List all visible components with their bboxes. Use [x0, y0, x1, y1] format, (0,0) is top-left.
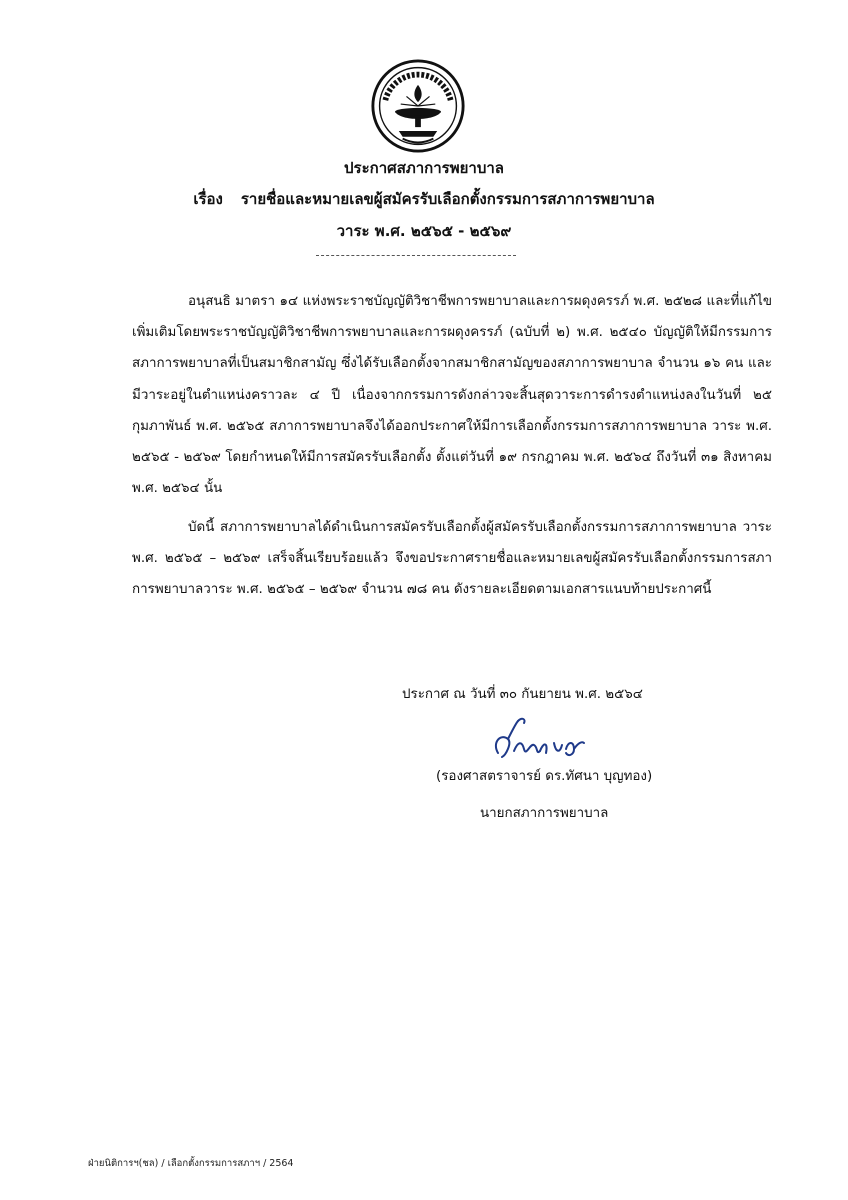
paragraph-2-text: บัดนี้ สภาการพยาบาลได้ดำเนินการสมัครรับเลือกตั้งผู้สมัครรับเลือกตั้งกรรมการสภาการพยาบาล วาระ พ.ศ. ๒๕๖๕ – ๒๕๖๙ เสร็จสิ้นเรียบร้อยแล้ว จึงขอประกาศรายชื่อและหมายเลขผู้สมัครรับเลือกตั้งกรรมการสภาการพยาบาลวาระ พ.ศ. ๒๕๖๕ – ๒๕๖๙ จำนวน ๗๘ คน ดังรายละเอียดตามเอกสารแนบท้ายประกาศนี้	[132, 520, 772, 598]
signer-name: (รองศาสตราจารย์ ดร.ทัศนา บุญทอง)	[436, 769, 653, 784]
body-paragraph-1	[132, 286, 772, 504]
announcement-title: ประกาศสภาการพยาบาล	[344, 159, 504, 177]
body-paragraph-2	[132, 512, 772, 606]
subject-text: รายชื่อและหมายเลขผู้สมัครรับเลือกตั้งกรรมการสภาการพยาบาล	[240, 190, 655, 208]
footer-reference: ฝ่ายนิติการฯ(ชล) / เลือกตั้งกรรมการสภาฯ / 2564	[88, 1158, 294, 1169]
subject-label: เรื่อง	[193, 190, 223, 208]
announcement-date: ประกาศ ณ วันที่ ๓๐ กันยายน พ.ศ. ๒๕๖๔	[402, 687, 643, 702]
paragraph-1-text: อนุสนธิ มาตรา ๑๔ แห่งพระราชบัญญัติวิชาชีพการพยาบาลและการผดุงครรภ์ พ.ศ. ๒๕๒๘ และที่แก้ไขเพิ่มเติมโดยพระราชบัญญัติวิชาชีพการพยาบาลและการผดุงครรภ์ (ฉบับที่ ๒) พ.ศ. ๒๕๔๐ บัญญัติให้มีกรรมการสภาการพยาบาลที่เป็นสมาชิกสามัญ ซึ่งได้รับเลือกตั้งจากสมาชิกสามัญของสภาการพยาบาล จำนวน ๑๖ คน และมีวาระอยู่ในตำแหน่งคราวละ ๔ ปี เนื่องจากกรรมการดังกล่าวจะสิ้นสุดวาระการดำรงตำแหน่งลงในวันที่ ๒๕ กุมภาพันธ์ พ.ศ. ๒๕๖๕ สภาการพยาบาลจึงได้ออกประกาศให้มีการเลือกตั้งกรรมการสภาการพยาบาล วาระ พ.ศ. ๒๕๖๕ - ๒๕๖๙ โดยกำหนดให้มีการสมัครรับเลือกตั้ง ตั้งแต่วันที่ ๑๙ กรกฎาคม พ.ศ. ๒๕๖๔ ถึงวันที่ ๓๑ สิงหาคม พ.ศ. ๒๕๖๔ นั้น	[132, 294, 772, 497]
announcement-term: วาระ พ.ศ. ๒๕๖๕ - ๒๕๖๙	[336, 222, 512, 240]
handwritten-signature-icon	[478, 713, 618, 769]
signer-position: นายกสภาการพยาบาล	[480, 806, 609, 821]
nursing-council-seal-icon	[370, 58, 466, 154]
separator-rule	[316, 255, 516, 256]
announcement-subject	[0, 187, 848, 211]
